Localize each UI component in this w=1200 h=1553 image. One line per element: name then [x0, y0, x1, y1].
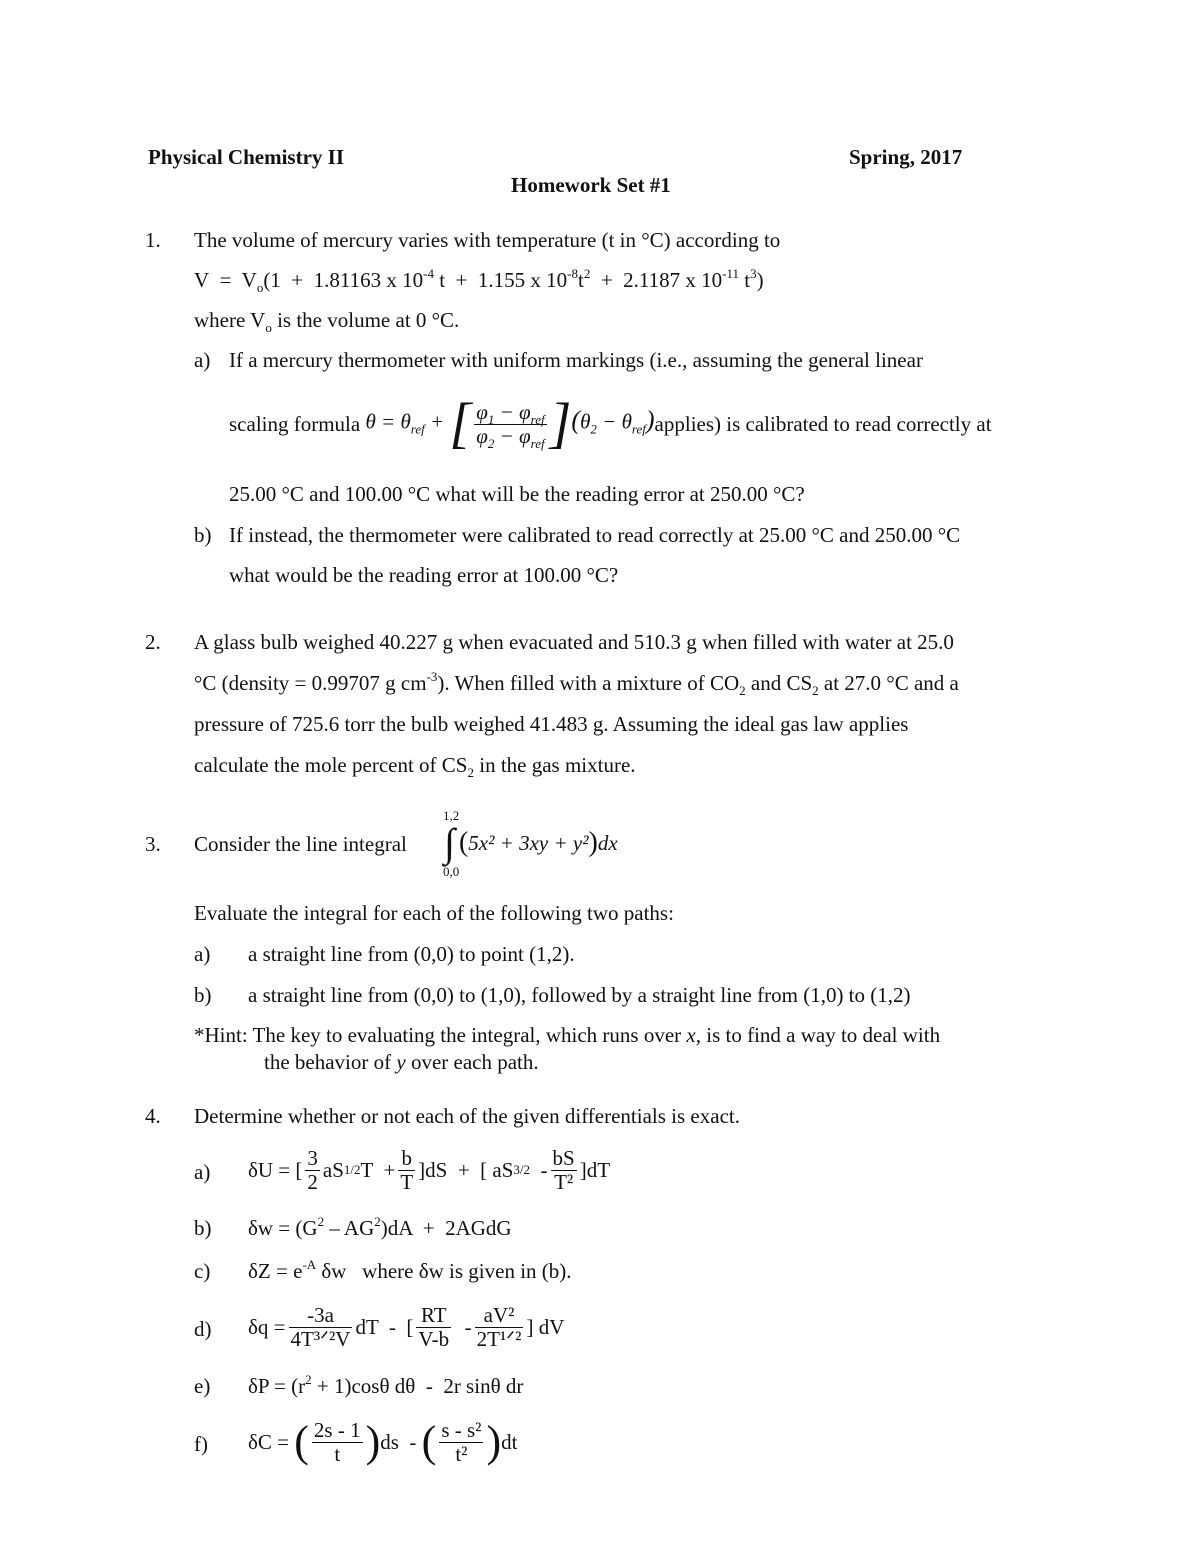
term-label: Spring, 2017 — [849, 145, 963, 169]
q2-line4: calculate the mole percent of $CS_2$ in the gas mixture. — [194, 753, 636, 780]
q3-number: 3. — [145, 832, 161, 856]
q4f-differential: δC = ( $\frac{2s - 1}{t}$ ) ds - ( $\frac{\text{s - s²}}{\text{t²}}$ ) dt — [248, 1417, 518, 1466]
q2-line1: A glass bulb weighed 40.227 g when evacuated and 510.3 g when filled with water at 25.0 — [194, 630, 954, 654]
q1b-label: b) — [194, 523, 212, 547]
q1b-text-line2: what would be the reading error at 100.00 °C? — [229, 563, 619, 587]
q3a-label: a) — [194, 942, 211, 966]
q3-evaluate-text: Evaluate the integral for each of the following two paths: — [194, 901, 674, 925]
q1-where-text: where $V_o$ is the volume at 0 °C. — [194, 308, 460, 335]
q4d-differential: δq = $\frac{-3a}{\text{4T³ᐟ²V}}$ dT - [ $\frac{RT}{V-b}$ - $\frac{\text{aV²}}{\text{2T¹ᐟ²}}$ ] dV — [248, 1303, 565, 1351]
q1-intro: The volume of mercury varies with temperature (t in °C) according to — [194, 228, 781, 252]
q3-lead: Consider the line integral — [194, 832, 407, 856]
q3a-text: a straight line from (0,0) to point (1,2). — [248, 942, 575, 966]
q1b-text-line1: If instead, the thermometer were calibrated to read correctly at 25.00 °C and 250.00 °C — [229, 523, 961, 547]
q4a-label: a) — [194, 1160, 211, 1184]
q3b-label: b) — [194, 983, 212, 1007]
q1-number: 1. — [145, 228, 161, 252]
homework-title: Homework Set #1 — [511, 173, 671, 197]
q4b-label: b) — [194, 1216, 212, 1240]
q1a-label: a) — [194, 348, 211, 372]
q2-number: 2. — [145, 630, 161, 654]
q4-intro: Determine whether or not each of the given differentials is exact. — [194, 1104, 740, 1128]
q4c-differential: $\delta Z = e^{-A}$ δw where δw is given in (b). — [248, 1257, 572, 1283]
integral-upper-limit: 1,2 — [443, 808, 460, 823]
q1-volume-equation: $V = V_o(1 + 1.81163$ x $10^{-4}$ t + 1.155 x $10^{-8}t^2 + 2.1187$ x $10^{-11}$ $t^3$) — [194, 266, 764, 295]
q4a-differential: δU = [ $\frac{3}{2}$ aS 1/2 T + $\frac{b}{T}$ ]dS + [ aS 3/2 - $\frac{bS}{\text{T²}}$ ]dT — [248, 1146, 611, 1194]
q2-line3: pressure of 725.6 torr the bulb weighed 41.483 g. Assuming the ideal gas law applies — [194, 712, 909, 736]
q4f-label: f) — [194, 1432, 208, 1456]
q3-hint-line2: the behavior of y over each path. — [264, 1050, 539, 1074]
course-title: Physical Chemistry II — [148, 145, 344, 169]
q1a-text-line3: 25.00 °C and 100.00 °C what will be the reading error at 250.00 °C? — [229, 482, 805, 506]
q4e-label: e) — [194, 1374, 211, 1398]
q4b-differential: $\delta w = (G^2 - AG^2)dA$ + 2AGdG — [248, 1214, 512, 1240]
q4d-label: d) — [194, 1317, 212, 1341]
q4c-label: c) — [194, 1259, 211, 1283]
q3b-text: a straight line from (0,0) to (1,0), followed by a straight line from (1,0) to (1,2) — [248, 983, 911, 1007]
q4e-differential: $\delta P = (r^2 + 1)\cos\theta$ dθ - 2r sinθ dr — [248, 1372, 524, 1398]
q4-number: 4. — [145, 1104, 161, 1128]
q2-line2: °C (density = 0.99707 g $cm^{-3}$). When filled with a mixture of $CO_2$ and $CS_2$ at 27.0 °C and a — [194, 669, 959, 698]
q1a-text-line1: If a mercury thermometer with uniform markings (i.e., assuming the general linear — [229, 348, 923, 372]
q3-hint-line1: *Hint: The key to evaluating the integral, which runs over x, is to find a way to deal with — [194, 1023, 941, 1047]
integral-lower-limit: 0,0 — [443, 864, 460, 879]
line-integral-expression: ∫ ( 5x² + 3xy + y² ) dx — [444, 820, 618, 865]
q1a-scaling-line: scaling formula $\theta = \theta_{ref}$ + [ $\frac{\varphi_1 - \varphi_{ref}}{\varphi_2 - \varphi_{ref}}$ ]$(\theta_2 - \theta_{ref})$ applies) is calibrated to read correctly at — [229, 393, 992, 455]
scaling-formula: $\theta = \theta_{ref}$ + [ $\frac{\varphi_1 - \varphi_{ref}}{\varphi_2 - \varphi_{ref}}$ ]$(\theta_2 - \theta_{ref})$ — [365, 393, 655, 455]
